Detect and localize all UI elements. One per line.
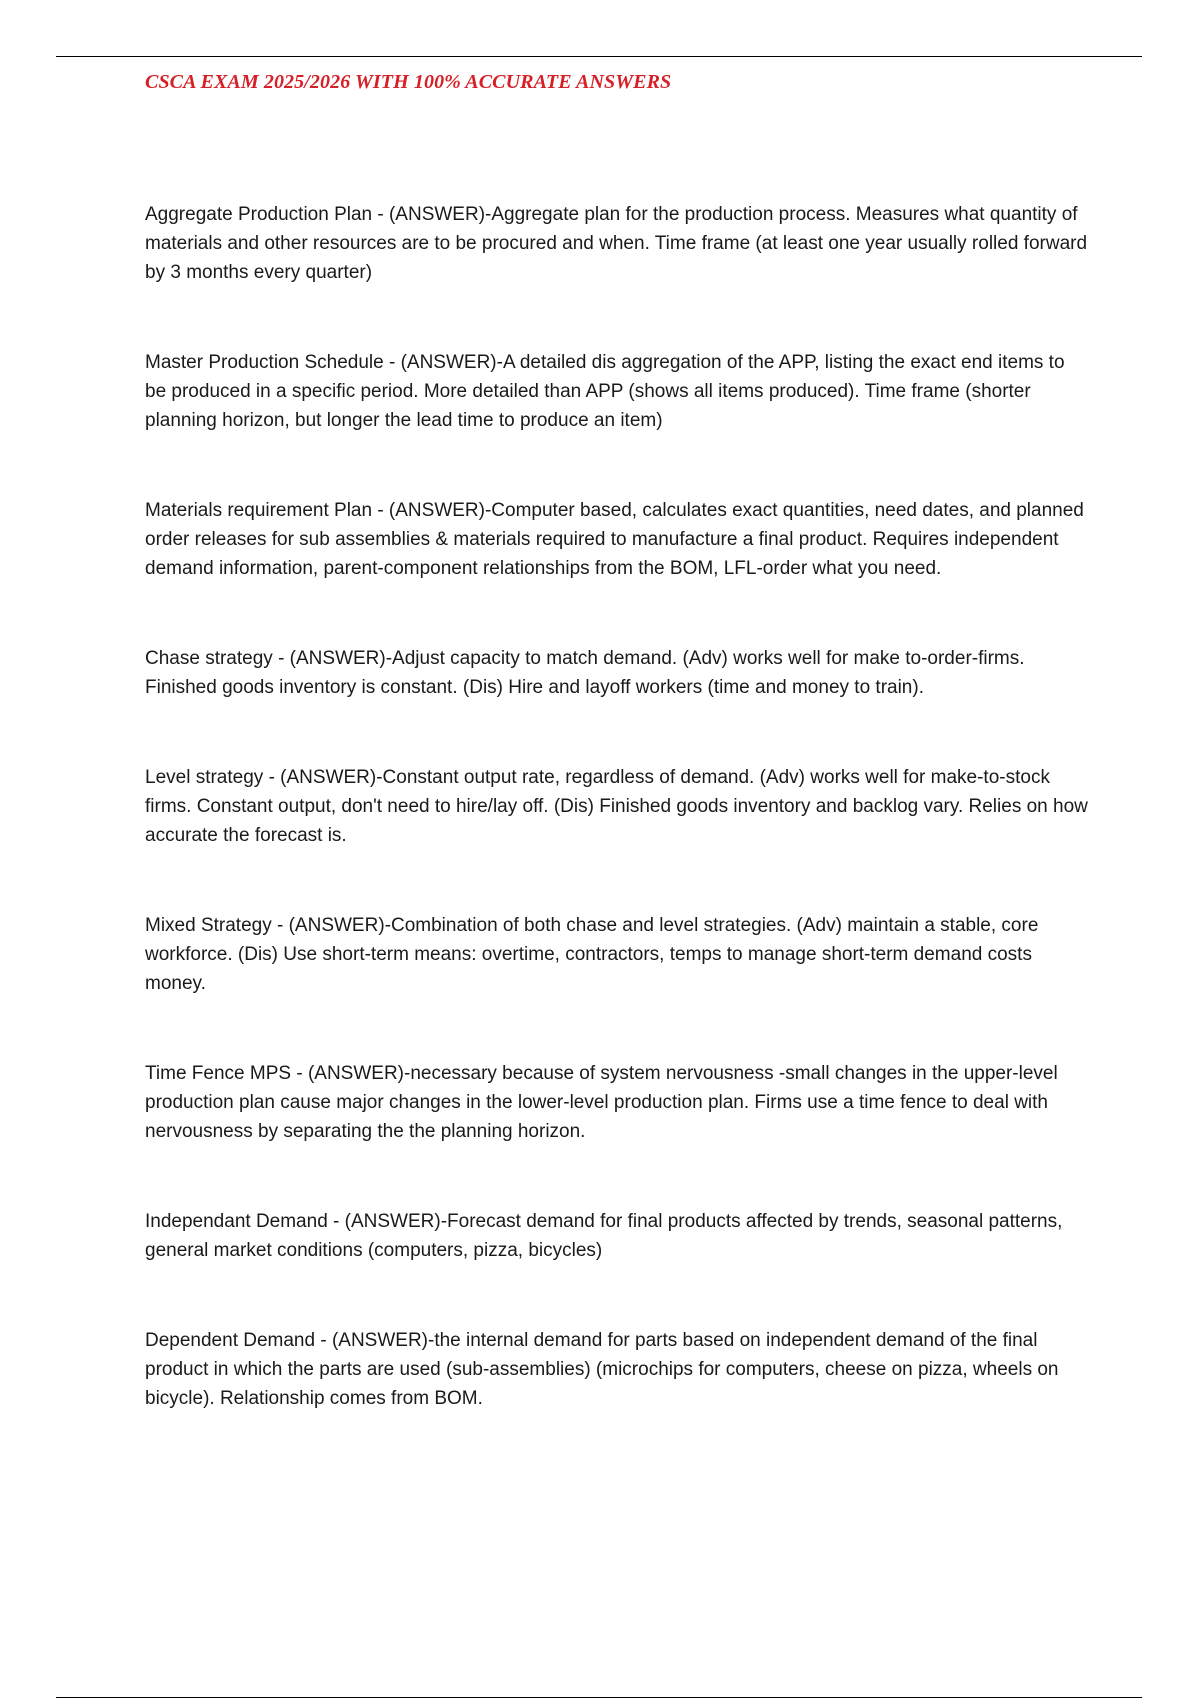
- header-rule: [56, 56, 1142, 57]
- entry-independant-demand: Independant Demand - (ANSWER)-Forecast demand for final products affected by trends, seasonal patterns, general market conditions (computers, pizza, bicycles): [145, 1211, 1063, 1261]
- qa-entries: [145, 200, 1090, 1413]
- entry-materials-requirement-plan: Materials requirement Plan - (ANSWER)-Computer based, calculates exact quantities, need dates, and planned order releases for sub assemblies & materials required to manufacture a final product. Requires independent demand information, parent-component relationships from the BOM, LFL-order what you need.: [145, 500, 1084, 579]
- document-title: CSCA EXAM 2025/2026 WITH 100% ACCURATE ANSWERS: [145, 71, 672, 93]
- entry-aggregate-production-plan: Aggregate Production Plan - (ANSWER)-Aggregate plan for the production process. Measures what quantity of materials and other resources are to be procured and when. Time frame (at least one year usually rolled forward by 3 months every quarter): [145, 204, 1088, 283]
- entry-mixed-strategy: Mixed Strategy - (ANSWER)-Combination of both chase and level strategies. (Adv) maintain a stable, core workforce. (Dis) Use short-term means: overtime, contractors, temps to manage short-term demand costs money.: [145, 915, 1039, 994]
- entry-master-production-schedule: Master Production Schedule - (ANSWER)-A detailed dis aggregation of the APP, listing the exact end items to be produced in a specific period. More detailed than APP (shows all items produced). Time frame (shorter planning horizon, but longer the lead time to produce an item): [145, 352, 1065, 431]
- footer-rule: [56, 1697, 1142, 1698]
- entry-dependent-demand: Dependent Demand - (ANSWER)-the internal demand for parts based on independent demand of the final product in which the parts are used (sub-assemblies) (microchips for computers, cheese on pizza, wheels on bicycle). Relationship comes from BOM.: [145, 1330, 1059, 1409]
- entry-time-fence-mps: Time Fence MPS - (ANSWER)-necessary because of system nervousness -small changes in the upper-level production plan cause major changes in the lower-level production plan. Firms use a time fence to deal with nervousness by separating the the planning horizon.: [145, 1063, 1058, 1142]
- entry-level-strategy: Level strategy - (ANSWER)-Constant output rate, regardless of demand. (Adv) works well for make-to-stock firms. Constant output, don't need to hire/lay off. (Dis) Finished goods inventory and backlog vary. Relies on how accurate the forecast is.: [145, 767, 1088, 846]
- entry-chase-strategy: Chase strategy - (ANSWER)-Adjust capacity to match demand. (Adv) works well for make to-order-firms. Finished goods inventory is constant. (Dis) Hire and layoff workers (time and money to train).: [145, 648, 1025, 698]
